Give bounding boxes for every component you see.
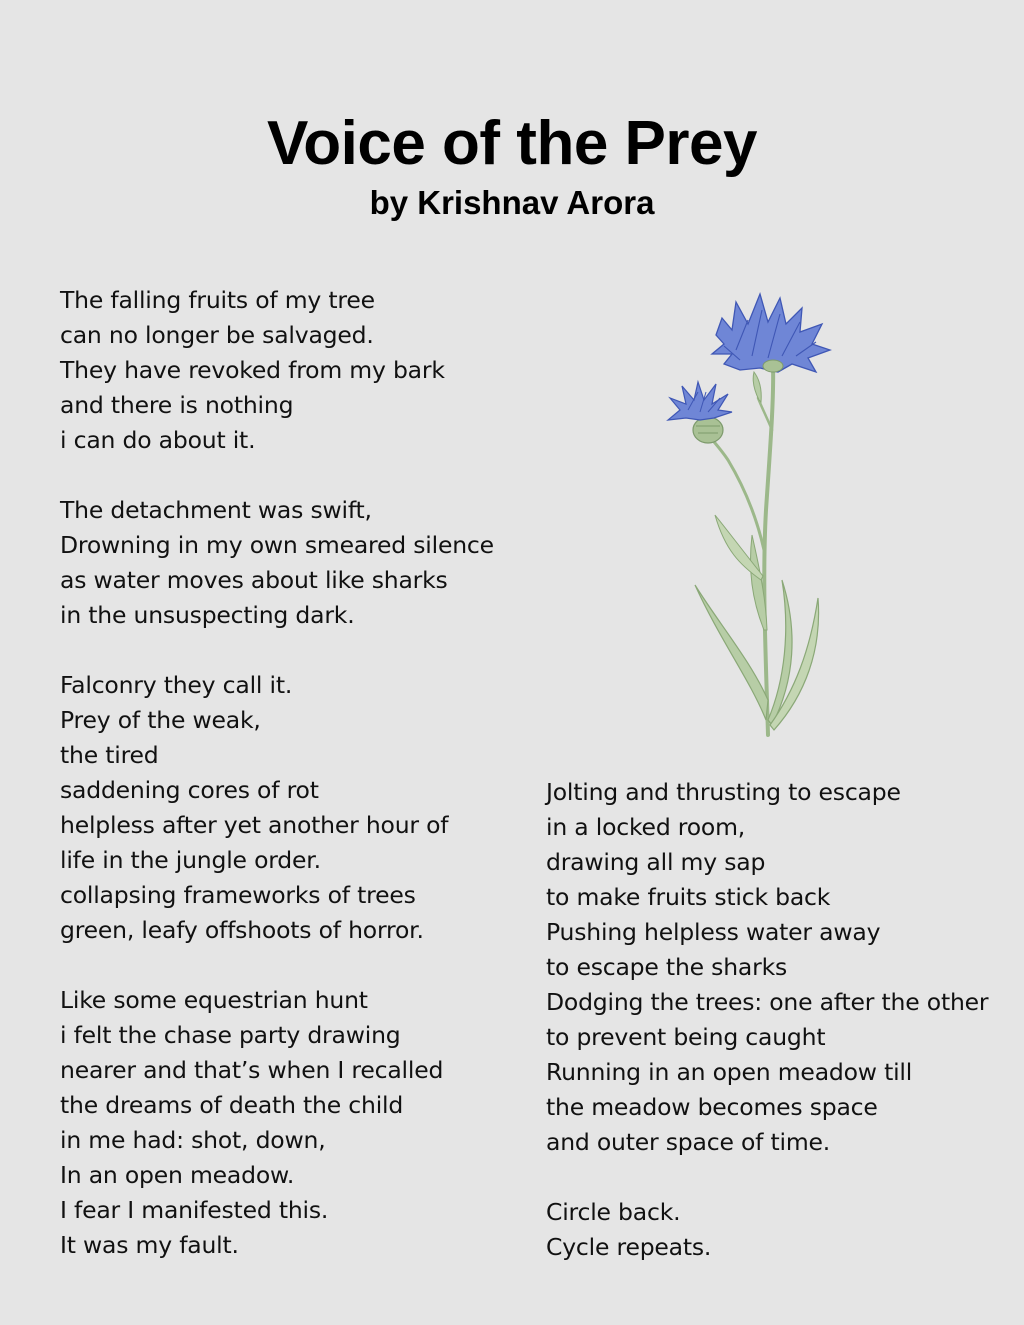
- poem-right-column: [546, 775, 1016, 1265]
- poem-line: I fear I manifested this.: [60, 1196, 329, 1224]
- poem-line: saddening cores of rot: [60, 776, 319, 804]
- poem-line: in me had: shot, down,: [60, 1126, 326, 1154]
- poem-line: in a locked room,: [546, 813, 746, 841]
- poem-line: helpless after yet another hour of: [60, 811, 449, 839]
- poem-line: Jolting and thrusting to escape: [546, 778, 901, 806]
- poem-line: They have revoked from my bark: [60, 356, 445, 384]
- poem-line: i felt the chase party drawing: [60, 1021, 401, 1049]
- poem-line: the meadow becomes space: [546, 1093, 878, 1121]
- poem-line: Running in an open meadow till: [546, 1058, 913, 1086]
- stanza-break: [60, 458, 530, 493]
- poem-line: drawing all my sap: [546, 848, 766, 876]
- poem-line: In an open meadow.: [60, 1161, 295, 1189]
- poem-line: to make fruits stick back: [546, 883, 831, 911]
- poem-line: in the unsuspecting dark.: [60, 601, 355, 629]
- poem-line: and there is nothing: [60, 391, 294, 419]
- poem-author: by Krishnav Arora: [369, 184, 655, 221]
- stanza-break: [546, 1160, 1016, 1195]
- poem-line: and outer space of time.: [546, 1128, 831, 1156]
- poem-line: It was my fault.: [60, 1231, 239, 1259]
- cornflower-illustration: [640, 280, 850, 740]
- poem-line: Dodging the trees: one after the other: [546, 988, 989, 1016]
- poem-line: Like some equestrian hunt: [60, 986, 368, 1014]
- poem-line: Drowning in my own smeared silence: [60, 531, 494, 559]
- poem-line: the tired: [60, 741, 159, 769]
- poem-title: Voice of the Prey: [267, 109, 757, 178]
- poem-line: as water moves about like sharks: [60, 566, 448, 594]
- poem-line: The falling fruits of my tree: [60, 286, 375, 314]
- poem-line: Prey of the weak,: [60, 706, 261, 734]
- poem-line: collapsing frameworks of trees: [60, 881, 416, 909]
- poem-line: Circle back.: [546, 1198, 681, 1226]
- poem-line: The detachment was swift,: [60, 496, 372, 524]
- poem-line: to escape the sharks: [546, 953, 788, 981]
- poem-line: to prevent being caught: [546, 1023, 826, 1051]
- poem-line: can no longer be salvaged.: [60, 321, 374, 349]
- poem-line: the dreams of death the child: [60, 1091, 404, 1119]
- poem-line: Cycle repeats.: [546, 1233, 712, 1261]
- poem-line: green, leafy offshoots of horror.: [60, 916, 424, 944]
- poem-line: life in the jungle order.: [60, 846, 321, 874]
- stanza-break: [60, 633, 530, 668]
- poem-line: Pushing helpless water away: [546, 918, 881, 946]
- large-cornflower-head: [712, 294, 830, 372]
- stanza-break: [60, 948, 530, 983]
- poem-line: Falconry they call it.: [60, 671, 293, 699]
- poem-line: i can do about it.: [60, 426, 256, 454]
- poem-left-column: [60, 283, 530, 1263]
- flower-bud: [693, 417, 723, 443]
- poem-line: nearer and that’s when I recalled: [60, 1056, 444, 1084]
- small-cornflower-head: [668, 382, 732, 420]
